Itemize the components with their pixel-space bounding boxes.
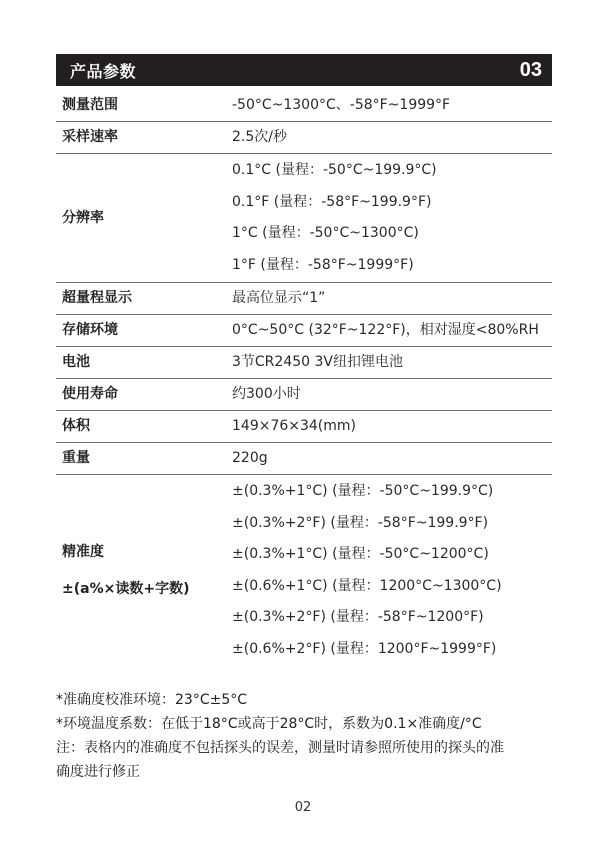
spec-row-storage-environment bbox=[56, 315, 552, 347]
spec-value: 220g bbox=[232, 450, 268, 466]
spec-value: ±(0.6%+2°F) (量程：1200°F~1999°F) bbox=[232, 640, 497, 657]
spec-page bbox=[56, 54, 552, 666]
spec-label: 体积 bbox=[62, 418, 90, 434]
spec-label-accuracy bbox=[56, 475, 232, 667]
spec-row-sampling-rate bbox=[56, 122, 552, 154]
spec-label: 超量程显示 bbox=[62, 290, 132, 306]
section-number: 03 bbox=[519, 58, 542, 81]
note-temperature-coefficient: *环境温度系数：在低于18°C或高于28°C时，系数为0.1×准确度/°C bbox=[56, 716, 482, 732]
spec-row-accuracy bbox=[56, 475, 552, 667]
spec-value: 1°C (量程：-50°C~1300°C) bbox=[232, 225, 419, 241]
notes-section bbox=[56, 688, 556, 784]
spec-row-resolution bbox=[56, 154, 552, 283]
spec-value: 149×76×34(mm) bbox=[232, 418, 357, 434]
spec-value: ±(0.3%+2°F) (量程：-58°F~1200°F) bbox=[232, 609, 484, 625]
spec-label: 存储环境 bbox=[62, 322, 118, 338]
spec-value: ±(0.3%+2°F) (量程：-58°F~199.9°F) bbox=[232, 514, 489, 531]
spec-label-formula: ±(a%×读数+字数) bbox=[62, 580, 190, 597]
spec-value: 0°C~50°C (32°F~122°F)，相对湿度<80%RH bbox=[232, 322, 539, 338]
spec-label: 采样速率 bbox=[62, 129, 118, 145]
spec-value: ±(0.3%+1°C) (量程：-50°C~1200°C) bbox=[232, 546, 489, 562]
spec-value: ±(0.6%+1°C) (量程：1200°C~1300°C) bbox=[232, 577, 502, 594]
spec-value: 0.1°C (量程：-50°C~199.9°C) bbox=[232, 162, 437, 178]
spec-value: 3节CR2450 3V纽扣锂电池 bbox=[232, 354, 403, 370]
spec-row-battery bbox=[56, 347, 552, 379]
spec-value: 2.5次/秒 bbox=[232, 129, 287, 145]
spec-value: -50°C~1300°C、-58°F~1999°F bbox=[232, 97, 451, 113]
spec-value: 最高位显示“1” bbox=[232, 290, 326, 306]
spec-row-dimensions bbox=[56, 411, 552, 443]
spec-row-overrange-display bbox=[56, 283, 552, 315]
spec-row-weight bbox=[56, 443, 552, 475]
spec-label: 重量 bbox=[62, 450, 90, 466]
section-header-bar bbox=[56, 54, 552, 86]
note-probe-accuracy-cont: 确度进行修正 bbox=[56, 764, 140, 780]
spec-value-list bbox=[232, 475, 552, 667]
page-number: 02 bbox=[294, 800, 312, 815]
spec-label: 测量范围 bbox=[62, 97, 118, 113]
spec-row-battery-life bbox=[56, 379, 552, 411]
spec-label: 使用寿命 bbox=[62, 386, 118, 402]
spec-label: 分辨率 bbox=[62, 209, 104, 226]
spec-value-list bbox=[232, 154, 552, 283]
spec-value: 约300小时 bbox=[232, 386, 301, 402]
spec-label: 精准度 bbox=[62, 544, 104, 561]
spec-value: ±(0.3%+1°C) (量程：-50°C~199.9°C) bbox=[232, 483, 494, 499]
spec-row-measure-range bbox=[56, 90, 552, 122]
spec-value: 0.1°F (量程：-58°F~199.9°F) bbox=[232, 193, 432, 210]
spec-value: 1°F (量程：-58°F~1999°F) bbox=[232, 256, 414, 273]
spec-label: 电池 bbox=[62, 354, 90, 370]
spec-table bbox=[56, 90, 552, 666]
note-probe-accuracy: 注：表格内的准确度不包括探头的误差，测量时请参照所使用的探头的准 bbox=[56, 740, 504, 756]
section-title: 产品参数 bbox=[70, 61, 137, 81]
note-calibration-environment: *准确度校准环境：23°C±5°C bbox=[56, 692, 248, 708]
